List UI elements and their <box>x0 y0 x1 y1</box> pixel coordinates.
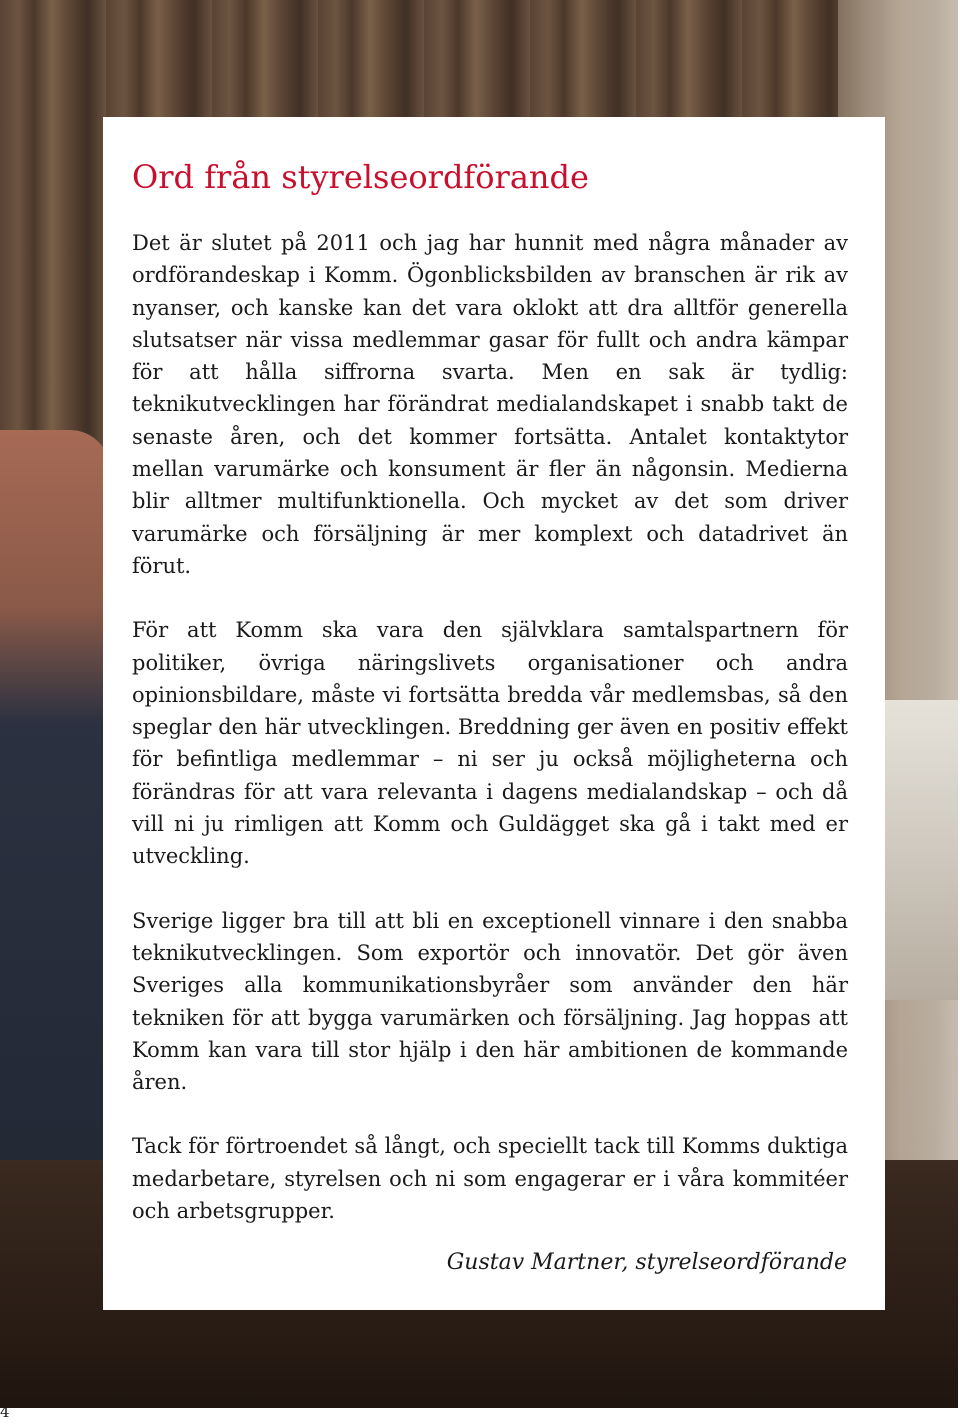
text-card <box>103 117 885 1310</box>
paragraph: För att Komm ska vara den självklara samtalspartnern för politiker, övriga näringslivets organisationer och andra opinionsbildare, måste vi fortsätta bredda vår medlemsbas, så den speglar den här utvecklingen. Breddning ger även en positiv effekt för befintliga medlemmar – ni ser ju också möjligheterna och förändras för att vara relevanta i dagens medialandskap – och då vill ni ju rimligen att Komm och Guldägget ska gå i takt med er utveckling. <box>132 618 848 869</box>
article-body <box>132 227 848 1259</box>
paragraph: Sverige ligger bra till att bli en exceptionell vinnare i den snabba teknikutvecklingen. Som exportör och innovatör. Det gör även Sveriges alla kommunikationsbyråer som använder den här tekniken för att bygga varumärken och försäljning. Jag hoppas att Komm kan vara till stor hjälp i den här ambitionen de kommande åren. <box>132 908 848 1095</box>
signature: Gustav Martner, styrelseordförande <box>446 1250 847 1275</box>
page-number: 4 <box>0 1403 10 1421</box>
paragraph: Det är slutet på 2011 och jag har hunnit med några månader av ordförandeskap i Komm. Ögonblicksbilden av branschen är rik av nyanser, och kanske kan det vara oklokt att dra alltför generella slutsatser när vissa medlemmar gasar för fullt och andra kämpar för att hålla siffrorna svarta. Men en sak är tydlig: teknikutvecklingen har förändrat medialandskapet i snabb takt de senaste åren, och det kommer fortsätta. Antalet kontaktytor mellan varumärke och konsument är fler än någonsin. Medierna blir alltmer multifunktionella. Och mycket av det som driver varumärke och försäljning är mer komplext och datadrivet än förut. <box>132 231 848 578</box>
page-title: Ord från styrelseordförande <box>132 158 589 196</box>
paragraph: Tack för förtroendet så långt, och speciellt tack till Komms duktiga medarbetare, styrelsen och ni som engagerar er i våra kommitéer och arbetsgrupper. <box>132 1134 848 1224</box>
photo-papers <box>878 700 958 1000</box>
